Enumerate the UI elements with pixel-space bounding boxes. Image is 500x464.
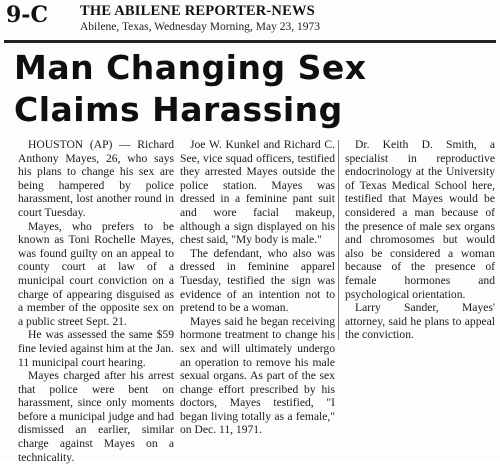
headline-line-2: Claims Harassing [14, 90, 343, 129]
headline [14, 47, 484, 131]
paragraph: Mayes, who prefers to be known as Toni Rochelle Mayes, was found guilty on an appeal to county court at law of a municipal court conviction on a charge of appearing disguised as a member of the opposite sex on a public street Sept. 21. [18, 219, 174, 328]
paragraph: Joe W. Kunkel and Richard C. See, vice squad officers, testified they arrested Mayes outside the police station. Mayes was dressed in a feminine pant suit and wore facial makeup, although a sign displayed on his chest said, "My body is male." [180, 138, 335, 247]
headline-line-1: Man Changing Sex [14, 48, 367, 87]
dateline: Abilene, Texas, Wednesday Morning, May 23, 1973 [80, 21, 320, 33]
paragraph: HOUSTON (AP) — Richard Anthony Mayes, 26, who says his plans to change his sex are being hampered by police harassment, lost another round in court Tuesday. [18, 138, 174, 219]
column-divider [338, 140, 339, 340]
paragraph: Mayes said he began receiving hormone treatment to change his sex and will ultimately undergo an operation to remove his male sexual organs. As part of the sex change effort prescribed by his doctors, Mayes testified, "I began living totally as a female," on Dec. 11, 1971. [180, 314, 335, 437]
paragraph: Larry Sander, Mayes' attorney, said he plans to appeal the conviction. [345, 301, 495, 342]
page-number: 9-C [6, 2, 48, 28]
header-rule [4, 40, 496, 43]
paragraph: Mayes charged after his arrest that police were bent on harassment, since only moments before a municipal judge and had dismissed an earlier, similar charge against Mayes on a technicality. [18, 369, 174, 464]
article-column-2 [180, 138, 335, 437]
article-column-3 [345, 138, 495, 342]
article-column-1 [18, 138, 174, 464]
masthead: THE ABILENE REPORTER-NEWS [80, 3, 315, 19]
paragraph: Dr. Keith D. Smith, a specialist in reproductive endocrinology at the University of Texas Medical School here, testified that Mayes would be considered a man because of the presence of male sex organs and chromosomes but would also be considered a woman because of the presence of female hormones and psychological orientation. [345, 138, 495, 301]
paragraph: He was assessed the same $59 fine levied against him at the Jan. 11 municipal court hearing. [18, 328, 174, 369]
paragraph: The defendant, who also was dressed in feminine apparel Tuesday, testified the sign was evidence of an intention not to pretend to be a woman. [180, 246, 335, 315]
